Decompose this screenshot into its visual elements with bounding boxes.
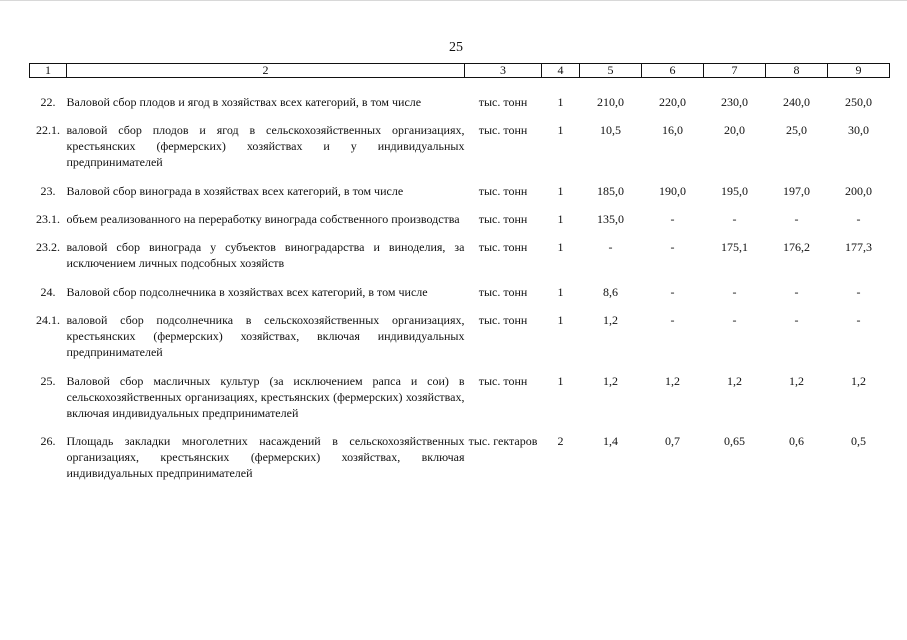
row-number: 23.2. bbox=[36, 240, 60, 254]
value-cell: 0,6 bbox=[789, 434, 804, 448]
value-cell: 20,0 bbox=[724, 123, 745, 137]
value-cell: - bbox=[608, 240, 613, 254]
unit-cell: тыс. гектаров bbox=[468, 434, 538, 448]
value-cell: - bbox=[856, 285, 861, 299]
column-header: 8 bbox=[766, 64, 828, 78]
value-cell: 1,2 bbox=[727, 374, 742, 388]
row-spacer-cell bbox=[30, 271, 890, 284]
table-row bbox=[30, 211, 890, 227]
indicator-name: объем реализованного на переработку винограда собственного производства bbox=[66, 212, 460, 226]
row-spacer-cell bbox=[30, 300, 890, 312]
unit-cell: тыс. тонн bbox=[478, 374, 528, 388]
column-header: 1 bbox=[30, 64, 67, 78]
value-cell: - bbox=[732, 212, 737, 226]
indicator-name: Валовой сбор винограда в хозяйствах всех категорий, в том числе bbox=[66, 184, 404, 198]
unit-cell: тыс. тонн bbox=[478, 313, 528, 327]
value-cell: 1,4 bbox=[603, 434, 618, 448]
value-cell: - bbox=[670, 212, 675, 226]
value-cell: - bbox=[732, 313, 737, 327]
column-header: 5 bbox=[580, 64, 642, 78]
col4-cell: 1 bbox=[557, 123, 564, 137]
value-cell: 25,0 bbox=[786, 123, 807, 137]
value-cell: 200,0 bbox=[845, 184, 872, 198]
value-cell: 185,0 bbox=[597, 184, 624, 198]
row-spacer bbox=[30, 199, 890, 211]
value-cell: 135,0 bbox=[597, 212, 624, 226]
table-row bbox=[30, 284, 890, 300]
col4-cell: 2 bbox=[557, 434, 564, 448]
table-row bbox=[30, 94, 890, 110]
unit-cell: тыс. тонн bbox=[478, 240, 528, 254]
row-spacer bbox=[30, 300, 890, 312]
indicator-name: Валовой сбор масличных культур (за исключением рапса и сои) в сельскохозяйственных организациях, крестьянских (фермерских) хозяйствах, включая индивидуальных предпринимателей bbox=[66, 374, 465, 420]
column-number-row bbox=[30, 64, 890, 78]
page-number: 25 bbox=[449, 40, 463, 55]
column-header: 3 bbox=[465, 64, 542, 78]
unit-cell: тыс. тонн bbox=[478, 123, 528, 137]
row-number: 22.1. bbox=[36, 123, 60, 137]
unit-cell: тыс. тонн bbox=[478, 95, 528, 109]
value-cell: 1,2 bbox=[665, 374, 680, 388]
row-number: 26. bbox=[40, 434, 56, 448]
row-spacer bbox=[30, 271, 890, 284]
indicators-table bbox=[29, 63, 890, 481]
row-spacer bbox=[30, 78, 890, 95]
value-cell: 30,0 bbox=[848, 123, 869, 137]
value-cell: 190,0 bbox=[659, 184, 686, 198]
row-spacer bbox=[30, 110, 890, 122]
value-cell: 1,2 bbox=[603, 313, 618, 327]
row-spacer bbox=[30, 227, 890, 239]
row-number: 23. bbox=[40, 184, 56, 198]
indicator-name: валовой сбор винограда у субъектов виноградарства и виноделия, за исключением личных подсобных хозяйств bbox=[66, 240, 465, 270]
row-spacer bbox=[30, 421, 890, 433]
page-top-edge bbox=[0, 0, 907, 1]
value-cell: 195,0 bbox=[721, 184, 748, 198]
row-number: 22. bbox=[40, 95, 56, 109]
value-cell: 230,0 bbox=[721, 95, 748, 109]
table-row bbox=[30, 183, 890, 199]
row-number: 25. bbox=[40, 374, 56, 388]
value-cell: 210,0 bbox=[597, 95, 624, 109]
value-cell: - bbox=[732, 285, 737, 299]
value-cell: 175,1 bbox=[721, 240, 748, 254]
row-number: 23.1. bbox=[36, 212, 60, 226]
column-header: 9 bbox=[828, 64, 890, 78]
row-spacer-cell bbox=[30, 421, 890, 433]
col4-cell: 1 bbox=[557, 95, 564, 109]
table-row bbox=[30, 239, 890, 271]
indicator-name: валовой сбор плодов и ягод в сельскохозяйственных организациях, крестьянских (фермерских) хозяйствах и у индивидуальных предпринимателей bbox=[66, 123, 465, 169]
row-spacer-cell bbox=[30, 78, 890, 95]
col4-cell: 1 bbox=[557, 212, 564, 226]
value-cell: - bbox=[856, 212, 861, 226]
row-spacer-cell bbox=[30, 227, 890, 239]
value-cell: 1,2 bbox=[789, 374, 804, 388]
table-row bbox=[30, 433, 890, 481]
indicator-name: Площадь закладки многолетних насаждений в сельскохозяйственных организациях, крестьянских (фермерских) хозяйствах, включая индивидуальных предпринимателей bbox=[66, 434, 465, 480]
row-spacer-cell bbox=[30, 199, 890, 211]
column-header: 4 bbox=[542, 64, 580, 78]
col4-cell: 1 bbox=[557, 313, 564, 327]
value-cell: - bbox=[856, 313, 861, 327]
col4-cell: 1 bbox=[557, 374, 564, 388]
value-cell: 220,0 bbox=[659, 95, 686, 109]
indicator-name: Валовой сбор подсолнечника в хозяйствах всех категорий, в том числе bbox=[66, 285, 428, 299]
unit-cell: тыс. тонн bbox=[478, 285, 528, 299]
value-cell: 1,2 bbox=[851, 374, 866, 388]
value-cell: 0,5 bbox=[851, 434, 866, 448]
unit-cell: тыс. тонн bbox=[478, 184, 528, 198]
value-cell: 176,2 bbox=[783, 240, 810, 254]
row-spacer-cell bbox=[30, 170, 890, 183]
value-cell: - bbox=[794, 285, 799, 299]
indicator-name: Валовой сбор плодов и ягод в хозяйствах всех категорий, в том числе bbox=[66, 95, 422, 109]
value-cell: 0,65 bbox=[724, 434, 745, 448]
value-cell: - bbox=[670, 285, 675, 299]
value-cell: - bbox=[670, 313, 675, 327]
table-row bbox=[30, 122, 890, 170]
value-cell: 177,3 bbox=[845, 240, 872, 254]
value-cell: - bbox=[794, 313, 799, 327]
row-number: 24.1. bbox=[36, 313, 60, 327]
col4-cell: 1 bbox=[557, 285, 564, 299]
row-number: 24. bbox=[40, 285, 56, 299]
column-header: 2 bbox=[67, 64, 465, 78]
row-spacer bbox=[30, 170, 890, 183]
table-row bbox=[30, 312, 890, 360]
indicator-name: валовой сбор подсолнечника в сельскохозяйственных организациях, крестьянских (фермерских) хозяйствах, включая индивидуальных предпринимателей bbox=[66, 313, 465, 359]
value-cell: 197,0 bbox=[783, 184, 810, 198]
value-cell: 0,7 bbox=[665, 434, 680, 448]
unit-cell: тыс. тонн bbox=[478, 212, 528, 226]
row-spacer bbox=[30, 360, 890, 373]
column-header: 7 bbox=[704, 64, 766, 78]
value-cell: 240,0 bbox=[783, 95, 810, 109]
col4-cell: 1 bbox=[557, 184, 564, 198]
value-cell: - bbox=[670, 240, 675, 254]
value-cell: 8,6 bbox=[603, 285, 618, 299]
value-cell: - bbox=[794, 212, 799, 226]
row-spacer-cell bbox=[30, 360, 890, 373]
value-cell: 16,0 bbox=[662, 123, 683, 137]
value-cell: 250,0 bbox=[845, 95, 872, 109]
row-spacer-cell bbox=[30, 110, 890, 122]
table-row bbox=[30, 373, 890, 421]
table-body bbox=[30, 78, 890, 482]
column-header: 6 bbox=[642, 64, 704, 78]
value-cell: 10,5 bbox=[600, 123, 621, 137]
col4-cell: 1 bbox=[557, 240, 564, 254]
value-cell: 1,2 bbox=[603, 374, 618, 388]
